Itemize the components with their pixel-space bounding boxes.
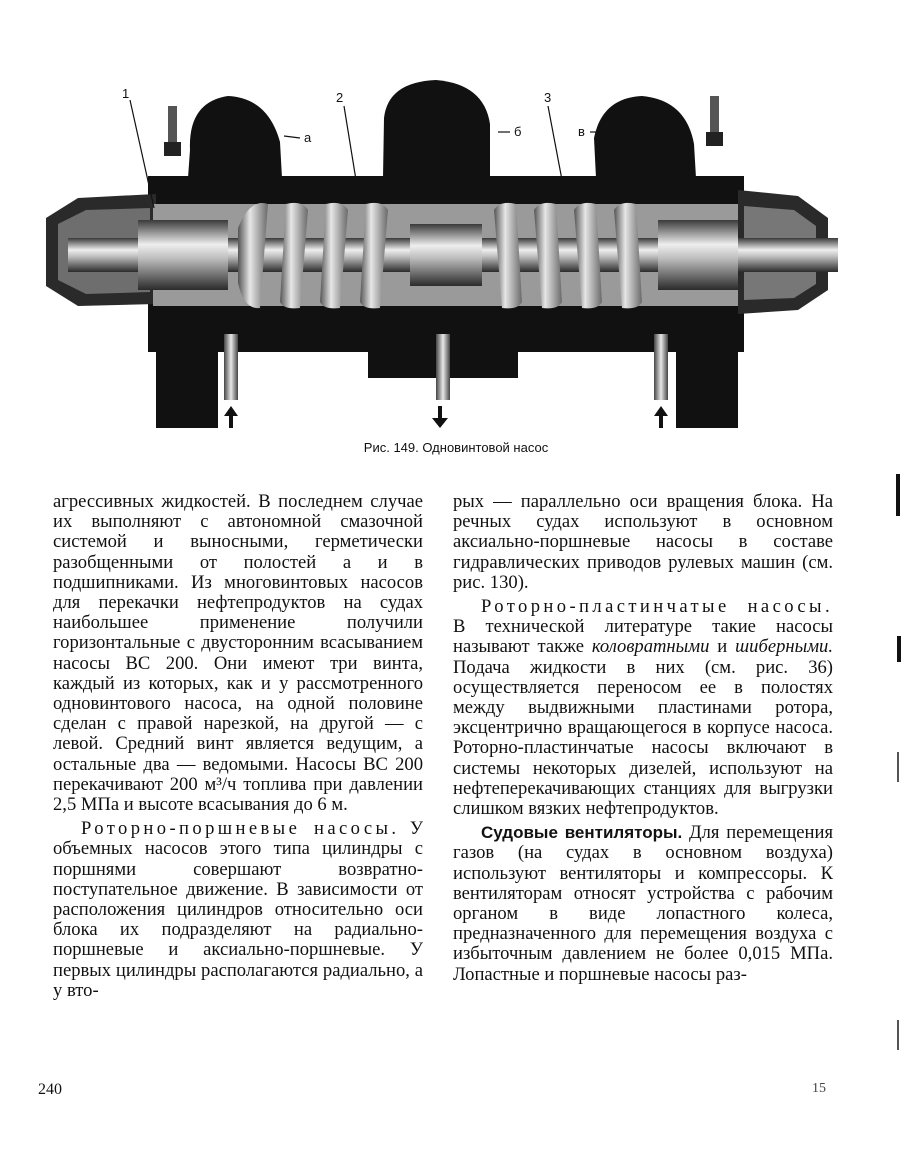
figure-label-b: б (514, 124, 522, 139)
paragraph (453, 597, 833, 819)
arrow-up-icon (654, 406, 668, 428)
paragraph: агрессивных жидкостей. В последнем случае их выполняют с автономной смазочной системой и выносными, герметически разобщенными от полостей а и в подшипниками. Из многовинтовых насосов для перекачки нефтепродуктов на судах наибольшее применение получили горизонтальные с двусторонним всасыванием насосы ВС 200. Они имеют три винта, каждый из которых, как и у рассмотренного одновинтового насоса, на одной половине сделан с правой нарезкой, на другой — с левой. Средний винт является ведущим, а остальные два — ведомыми. Насосы ВС 200 перекачивают 200 м³/ч топлива при давлении 2,5 МПа и высоте всасывания до 6 м. (53, 491, 423, 816)
italic-term: шиберными. (735, 636, 834, 658)
scan-edge-mark (897, 1020, 899, 1050)
paragraph-text: и (717, 636, 728, 658)
italic-term: коловратными (591, 636, 710, 658)
figure-label-a: а (304, 130, 312, 145)
pump-figure (38, 78, 838, 434)
suction-pipe-right (654, 334, 668, 400)
scan-edge-mark (897, 752, 899, 782)
paragraph (53, 819, 423, 1001)
spaced-heading: Роторно-поршневые насосы. (81, 818, 400, 840)
paragraph-text: У объемных насосов этого типа цилиндры с поршнями совершают возвратно-поступательное движение. В зависимости от расположения цилиндров относительно оси блока их подразделяют на радиально-поршневые и аксиально-поршневые. У первых цилиндры располагаются радиально, а у вто- (53, 818, 423, 1001)
spaced-heading: Роторно-пластинчатые насосы. (481, 596, 833, 618)
page-number: 240 (38, 1081, 62, 1098)
left-column (53, 492, 423, 1001)
arrow-down-icon (432, 406, 448, 428)
arrow-up-icon (224, 406, 238, 428)
scan-edge-mark (897, 636, 901, 662)
flow-arrows (224, 406, 668, 428)
figure-caption: Рис. 149. Одновинтовой насос (363, 440, 549, 455)
figure-label-1: 1 (122, 86, 130, 101)
figure-label-2: 2 (336, 90, 344, 105)
paragraph-text: В технической литературе такие насосы называют также (453, 616, 833, 658)
pump-drawing (38, 78, 838, 434)
paragraph-text: Подача жидкости в них (см. рис. 36) осуществляется переносом ее в полостях между выдвижными пластинами ротора, эксцентрично вращающегося в корпусе насоса. Роторно-пластинчатые насосы включают в системы некоторых дизелей, используют на нефтеперекачивающих станциях для выгрузки слишком вязких нефтепродуктов. (453, 656, 833, 820)
bold-heading: Судовые вентиляторы. (481, 823, 683, 843)
scan-edge-mark (896, 474, 900, 516)
paragraph-text: Для перемещения газов (на судах в основном воздуха) используют вентиляторы и компрессоры. К вентиляторам относят устройства с рабочим органом в виде лопастного колеса, предназначенного для перемещения воздуха с избыточным давлением не более 0,015 МПа. Лопастные и поршневые насосы раз- (453, 822, 833, 985)
paragraph: рых — параллельно оси вращения блока. На речных судах используют в основном аксиально-поршневые насосы в составе гидравлических приводов рулевых машин (см. рис. 130). (453, 491, 833, 593)
right-column (453, 492, 833, 985)
figure-label-3: 3 (544, 90, 552, 105)
discharge-pipe (436, 334, 450, 400)
figure-label-v: в (578, 124, 585, 139)
corner-mark: 15 (812, 1081, 826, 1096)
suction-pipe-left (224, 334, 238, 400)
paragraph (453, 823, 833, 985)
